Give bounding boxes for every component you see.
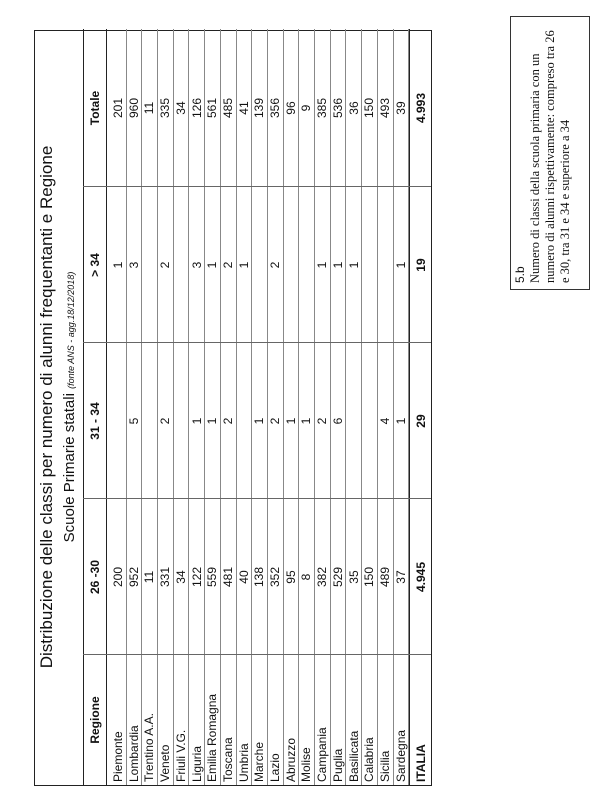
cell-totale: 493 (377, 97, 392, 119)
cell-31-34: 2 (158, 417, 173, 425)
cell-region: Umbria (236, 743, 251, 782)
total-over-34: 19 (414, 258, 428, 272)
cell-over-34 (362, 187, 378, 343)
cell-26-30: 34 (173, 570, 188, 584)
rotated-table-container (34, 30, 432, 786)
table-row (378, 29, 394, 785)
cell-26-30: 150 (362, 566, 377, 588)
table-row (268, 29, 284, 785)
cell-over-34: 1 (315, 261, 330, 269)
cell-region: Lombardia (126, 725, 141, 782)
cell-26-30: 95 (283, 570, 298, 584)
note-box (510, 16, 590, 290)
cell-31-34: 1 (205, 417, 220, 425)
cell-totale: 96 (283, 101, 298, 115)
cell-region: Piemonte (111, 731, 125, 782)
cell-26-30: 40 (236, 570, 251, 584)
cell-totale: 39 (393, 101, 408, 115)
cell-totale: 126 (189, 97, 204, 119)
classes-table (34, 30, 432, 786)
cell-over-34: 1 (346, 261, 361, 269)
table-row (127, 29, 143, 785)
cell-region: Campania (315, 727, 330, 782)
table-row (299, 29, 315, 785)
cell-26-30: 37 (393, 570, 408, 584)
header-over-34: > 34 (83, 187, 107, 343)
table-row (174, 29, 190, 785)
total-totale: 4.993 (414, 92, 428, 124)
cell-over-34: 3 (126, 261, 141, 269)
cell-26-30: 122 (189, 566, 204, 588)
table-row (158, 29, 174, 785)
cell-26-30: 529 (330, 566, 345, 588)
column-divider (83, 498, 431, 499)
cell-31-34: 6 (330, 417, 345, 425)
source-note: (fonte ANS - agg.18/12/2018) (66, 271, 76, 389)
cell-region: Puglia (330, 748, 345, 782)
table-row (142, 29, 158, 785)
cell-totale: 41 (236, 101, 251, 115)
cell-totale: 34 (173, 101, 188, 115)
cell-totale: 36 (346, 101, 361, 115)
table-row (315, 29, 331, 785)
cell-26-30: 331 (158, 566, 173, 588)
cell-region: Calabria (362, 737, 377, 782)
cell-totale: 139 (252, 97, 267, 119)
cell-26-30: 489 (377, 566, 392, 588)
cell-31-34: 1 (283, 417, 298, 425)
header-31-34: 31 - 34 (83, 343, 107, 499)
cell-over-34 (284, 187, 300, 343)
cell-26-30: 200 (111, 566, 125, 588)
cell-26-30: 382 (315, 566, 330, 588)
cell-26-30: 952 (126, 566, 141, 588)
rotated-note-container (510, 16, 590, 290)
total-row (409, 29, 433, 785)
cell-region: Trentino A.A. (142, 713, 157, 782)
cell-31-34: 2 (268, 417, 282, 425)
cell-31-34: 1 (299, 417, 314, 425)
column-divider (83, 654, 431, 655)
total-26-30: 4.945 (414, 561, 428, 593)
cell-31-34 (174, 343, 190, 499)
cell-region: Liguria (189, 745, 204, 782)
note-text: Numero di classi della scuola primaria con un numero di alunni rispettivamente: compreso tra 26 e 30, tra 31 e 34 e superiore a 34 (528, 30, 572, 283)
cell-over-34: 1 (111, 261, 125, 269)
cell-26-30: 138 (252, 566, 267, 588)
cell-26-30: 481 (220, 566, 235, 588)
table-row (190, 29, 206, 785)
cell-totale: 385 (315, 97, 330, 119)
cell-31-34 (237, 343, 253, 499)
note-tag: 5.b (513, 266, 527, 283)
cell-31-34: 1 (189, 417, 204, 425)
cell-over-34: 2 (158, 261, 173, 269)
cell-region: Friuli V.G. (173, 729, 188, 782)
cell-totale: 356 (268, 97, 282, 119)
cell-31-34 (142, 343, 158, 499)
table-row (331, 29, 347, 785)
cell-over-34: 1 (393, 261, 408, 269)
cell-31-34: 5 (126, 417, 141, 425)
table-row (347, 29, 363, 785)
cell-over-34 (174, 187, 190, 343)
cell-region: Molise (299, 747, 314, 782)
cell-totale: 485 (220, 97, 235, 119)
cell-totale: 201 (111, 97, 125, 119)
cell-totale: 335 (158, 97, 173, 119)
cell-over-34 (142, 187, 158, 343)
total-region: ITALIA (414, 744, 428, 782)
cell-region: Sicilia (377, 750, 392, 782)
cell-over-34: 1 (205, 261, 220, 269)
cell-over-34: 1 (236, 261, 251, 269)
cell-region: Lazio (268, 753, 282, 782)
cell-totale: 11 (142, 101, 157, 115)
cell-region: Basilicata (346, 730, 361, 782)
cell-totale: 9 (299, 104, 314, 112)
cell-region: Marche (252, 741, 267, 782)
cell-over-34: 2 (220, 261, 235, 269)
cell-region: Sardegna (393, 729, 408, 782)
table-row (394, 29, 410, 785)
cell-over-34: 2 (268, 261, 282, 269)
cell-totale: 960 (126, 97, 141, 119)
table-title: Distribuzione delle classi per numero di alunni frequentanti e Regione (37, 145, 56, 669)
cell-region: Toscana (220, 737, 235, 782)
table-row (205, 29, 221, 785)
cell-26-30: 352 (268, 566, 282, 588)
cell-31-34: 2 (220, 417, 235, 425)
cell-region: Abruzzo (283, 737, 298, 782)
cell-totale: 561 (205, 97, 220, 119)
cell-region: Emilia Romagna (205, 693, 220, 782)
column-divider (83, 342, 431, 343)
total-31-34: 29 (414, 414, 428, 428)
cell-31-34: 1 (393, 417, 408, 425)
table-row (237, 29, 253, 785)
cell-31-34 (347, 343, 363, 499)
cell-26-30: 35 (346, 570, 361, 584)
cell-over-34 (378, 187, 394, 343)
cell-over-34: 1 (330, 261, 345, 269)
table-row (111, 29, 127, 785)
cell-26-30: 559 (205, 566, 220, 588)
cell-totale: 536 (330, 97, 345, 119)
cell-over-34 (252, 187, 268, 343)
table-subtitle (61, 29, 81, 785)
cell-over-34 (299, 187, 315, 343)
cell-31-34 (111, 343, 127, 499)
column-divider (83, 186, 431, 187)
cell-over-34: 3 (189, 261, 204, 269)
cell-region: Veneto (158, 744, 173, 782)
cell-31-34: 1 (252, 417, 267, 425)
subtitle-text: Scuole Primarie statali (61, 393, 78, 543)
table-row (221, 29, 237, 785)
cell-26-30: 11 (142, 570, 157, 584)
table-row (284, 29, 300, 785)
header-totale: Totale (83, 29, 107, 187)
table-row (252, 29, 268, 785)
cell-26-30: 8 (299, 573, 314, 581)
table-row (362, 29, 378, 785)
header-regione: Regione (83, 655, 107, 785)
cell-31-34: 2 (315, 417, 330, 425)
cell-totale: 150 (362, 97, 377, 119)
cell-31-34 (362, 343, 378, 499)
cell-31-34: 4 (377, 417, 392, 425)
header-26-30: 26 -30 (83, 499, 107, 655)
